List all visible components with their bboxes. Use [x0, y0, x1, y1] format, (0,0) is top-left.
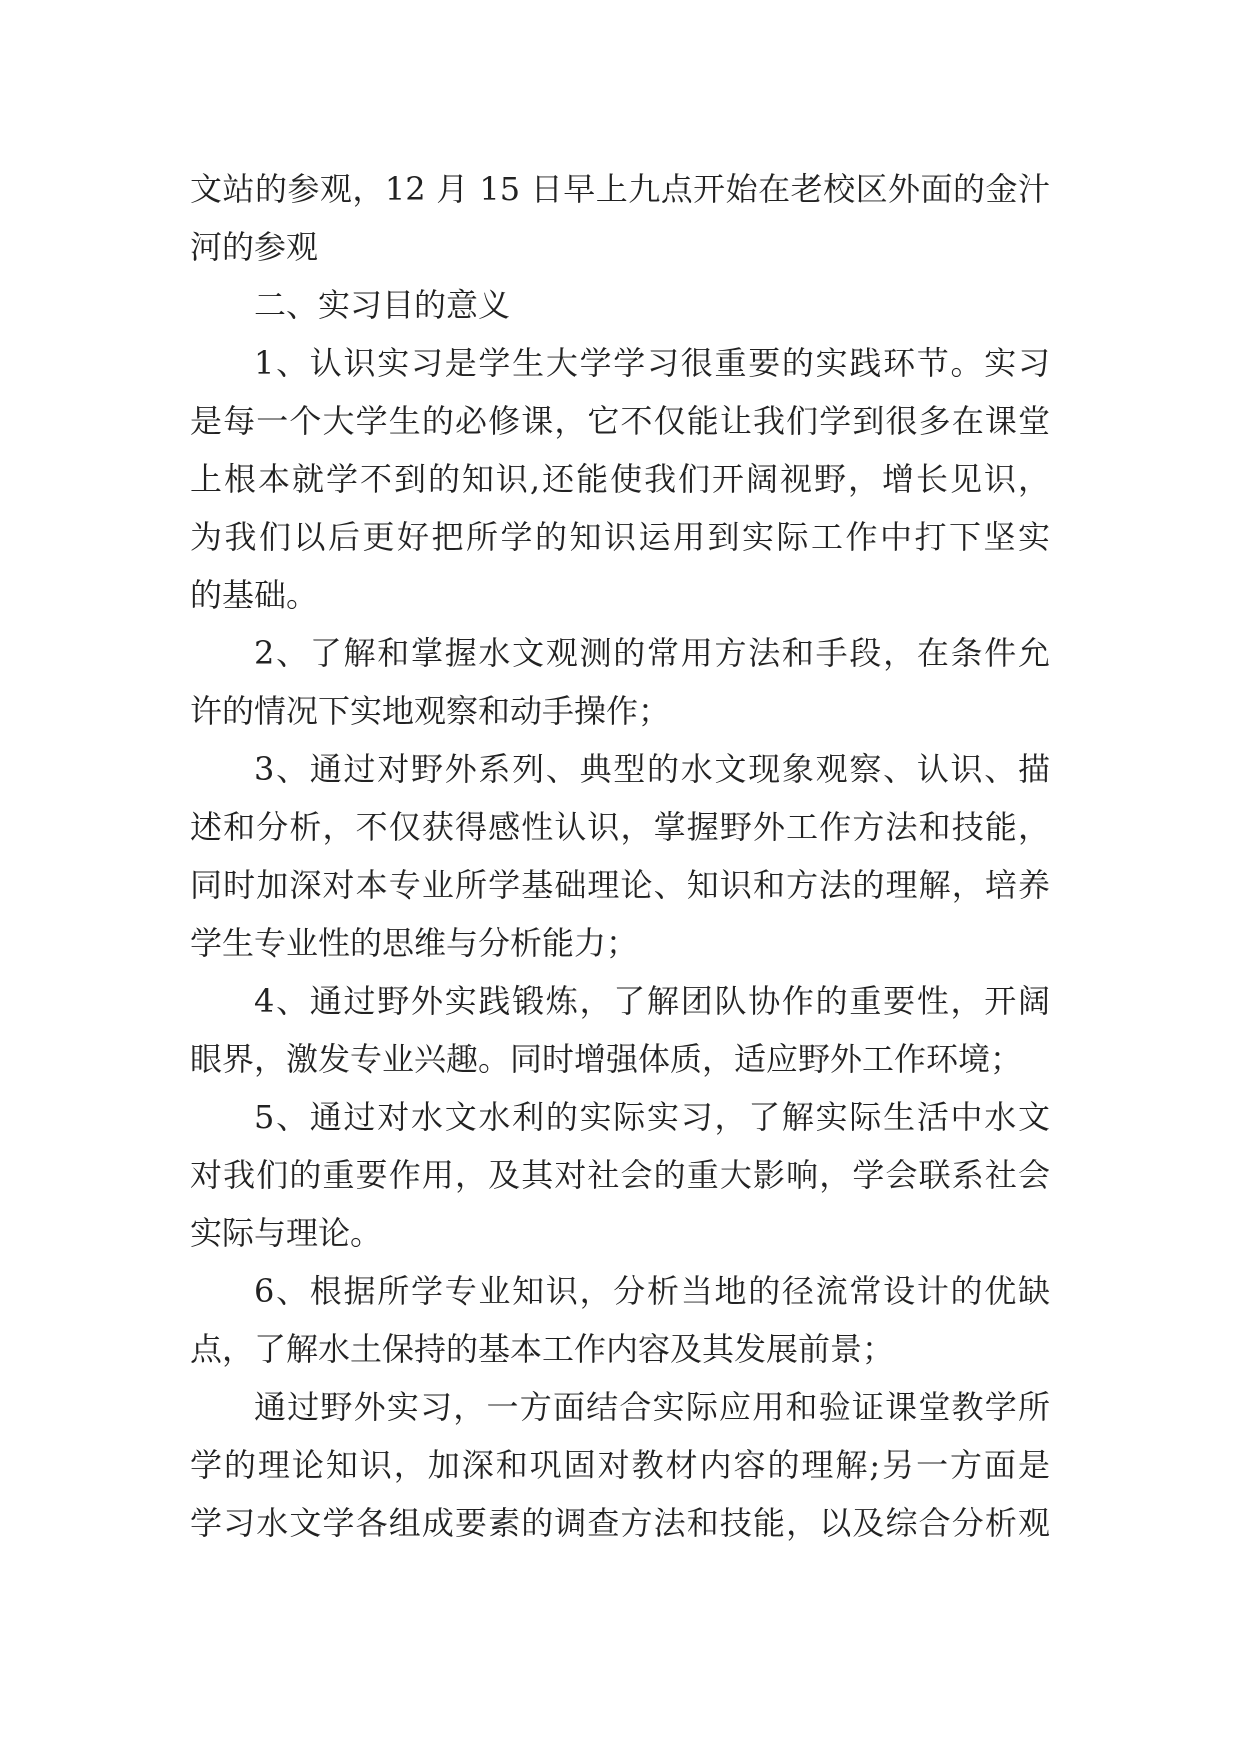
section-heading: 二、实习目的意义: [254, 286, 511, 324]
text-line: 河的参观: [190, 228, 319, 266]
text-line: 3、通过对野外系列、典型的水文现象观察、认识、描: [254, 750, 1050, 788]
text-line: 对我们的重要作用，及其对社会的重大影响，学会联系社会: [190, 1156, 1050, 1194]
text-line: 学习水文学各组成要素的调查方法和技能，以及综合分析观: [190, 1504, 1050, 1542]
text-line: 同时加深对本专业所学基础理论、知识和方法的理解，培养: [190, 866, 1050, 904]
document-page: [190, 160, 1050, 1552]
text-line: 上根本就学不到的知识,还能使我们开阔视野，增长见识，: [190, 460, 1050, 498]
text-line: 通过野外实习，一方面结合实际应用和验证课堂教学所: [254, 1388, 1050, 1426]
text-line: 6、根据所学专业知识，分析当地的径流常设计的优缺: [254, 1272, 1050, 1310]
text-line: 学的理论知识，加深和巩固对教材内容的理解;另一方面是: [190, 1446, 1050, 1484]
text-line: 文站的参观，12 月 15 日早上九点开始在老校区外面的金汁: [190, 170, 1050, 208]
text-line: 学生专业性的思维与分析能力；: [190, 924, 639, 962]
text-line: 实际与理论。: [190, 1214, 383, 1252]
text-line: 点，了解水土保持的基本工作内容及其发展前景；: [190, 1330, 895, 1368]
text-line: 许的情况下实地观察和动手操作；: [190, 692, 671, 730]
text-line: 4、通过野外实践锻炼，了解团队协作的重要性，开阔: [254, 982, 1050, 1020]
text-line: 1、认识实习是学生大学学习很重要的实践环节。实习: [254, 344, 1050, 382]
text-line: 5、通过对水文水利的实际实习，了解实际生活中水文: [254, 1098, 1050, 1136]
text-line: 是每一个大学生的必修课，它不仅能让我们学到很多在课堂: [190, 402, 1050, 440]
text-line: 的基础。: [190, 576, 319, 614]
text-line: 眼界，激发专业兴趣。同时增强体质，适应野外工作环境；: [190, 1040, 1023, 1078]
text-line: 述和分析，不仅获得感性认识，掌握野外工作方法和技能，: [190, 808, 1050, 846]
text-line: 为我们以后更好把所学的知识运用到实际工作中打下坚实: [190, 518, 1050, 556]
text-line: 2、了解和掌握水文观测的常用方法和手段，在条件允: [254, 634, 1050, 672]
